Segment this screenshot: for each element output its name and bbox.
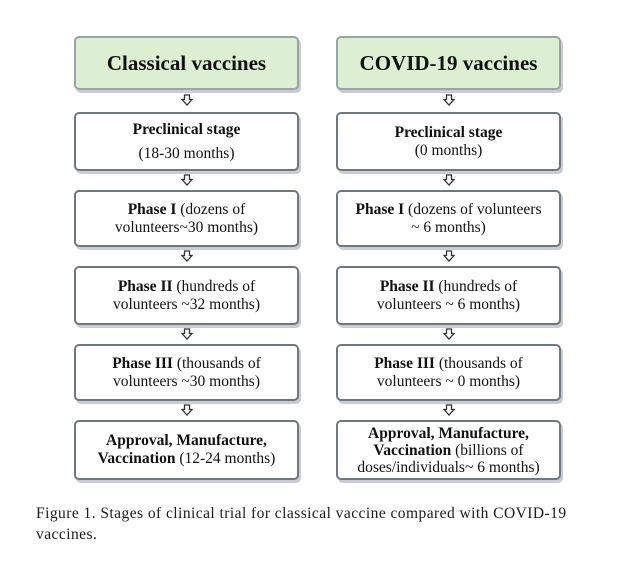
down-arrow-icon [181, 94, 193, 106]
down-arrow-icon [181, 328, 193, 340]
classical-phase-1-box: Phase I (dozens of volunteers~30 months) [74, 190, 299, 247]
classical-vaccines-header: Classical vaccines [74, 36, 299, 90]
covid-phase-1-box: Phase I (dozens of volunteers ~ 6 months) [336, 190, 561, 247]
covid-phase-3-box: Phase III (thousands of volunteers ~ 0 months) [336, 344, 561, 401]
classical-preclinical-stage-box: Preclinical stage (18-30 months) [74, 112, 299, 171]
down-arrow-icon [443, 174, 455, 186]
down-arrow-icon [443, 328, 455, 340]
down-arrow-icon [443, 250, 455, 262]
classical-phase-2-box: Phase II (hundreds of volunteers ~32 months) [74, 266, 299, 325]
down-arrow-icon [181, 404, 193, 416]
down-arrow-icon [443, 94, 455, 106]
down-arrow-icon [181, 174, 193, 186]
covid-preclinical-stage-box: Preclinical stage (0 months) [336, 112, 561, 171]
covid-phase-2-box: Phase II (hundreds of volunteers ~ 6 months) [336, 266, 561, 325]
covid-approval-box: Approval, Manufacture, Vaccination (billions of doses/individuals~ 6 months) [336, 420, 561, 480]
down-arrow-icon [181, 250, 193, 262]
classical-approval-box: Approval, Manufacture, Vaccination (12-24 months) [74, 420, 299, 480]
figure-caption: Figure 1. Stages of clinical trial for classical vaccine compared with COVID-19 vaccines. [36, 505, 567, 543]
classical-phase-3-box: Phase III (thousands of volunteers ~30 months) [74, 344, 299, 401]
covid-vaccines-header: COVID-19 vaccines [336, 36, 561, 90]
down-arrow-icon [443, 404, 455, 416]
